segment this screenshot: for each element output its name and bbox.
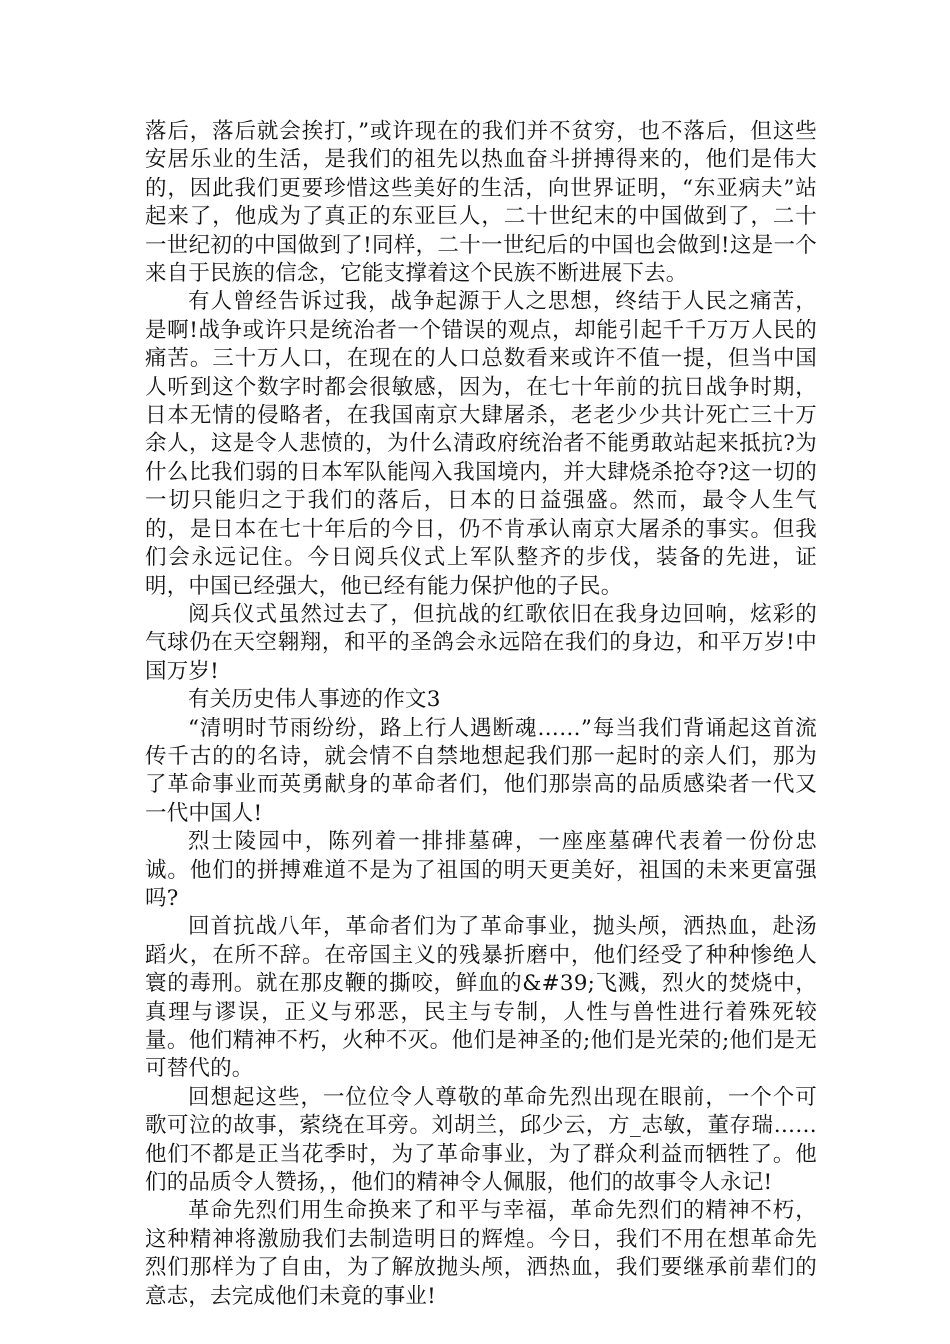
paragraph-3: 阅兵仪式虽然过去了，但抗战的红歌依旧在我身边回响，炫彩的气球仍在天空翱翔，和平的圣鸽会永远陪在我们的身边，和平万岁!中国万岁!: [145, 601, 817, 684]
document-body: [145, 118, 817, 1311]
paragraph-4: “清明时节雨纷纷，路上行人遇断魂……”每当我们背诵起这首流传千古的的名诗，就会情不自禁地想起我们那一起时的亲人们，那为了革命事业而英勇献身的革命者们，他们那崇高的品质感染者一代又一代中国人!: [145, 715, 817, 826]
paragraph-7: 回想起这些，一位位令人尊敬的革命先烈出现在眼前，一个个可歌可泣的故事，萦绕在耳旁。刘胡兰，邱少云，方_志敏，董存瑞……他们不都是正当花季时，为了革命事业，为了群众利益而牺牲了。他们的品质令人赞扬，，他们的精神令人佩服，他们的故事令人永记!: [145, 1084, 817, 1196]
paragraph-1: 落后，落后就会挨打，”或许现在的我们并不贫穷，也不落后，但这些安居乐业的生活，是我们的祖先以热血奋斗拼搏得来的，他们是伟大的，因此我们更要珍惜这些美好的生活，向世界证明，“东亚病夫”站起来了，他成为了真正的东亚巨人，二十世纪末的中国做到了，二十一世纪初的中国做到了!同样，二十一世纪后的中国也会做到!这是一个来自于民族的信念，它能支撑着这个民族不断进展下去。: [145, 119, 817, 287]
section-heading: 有关历史伟人事迹的作文3: [188, 687, 441, 713]
paragraph-6: 回首抗战八年，革命者们为了革命事业，抛头颅，洒热血，赴汤蹈火，在所不辞。在帝国主义的残暴折磨中，他们经受了种种惨绝人寰的毒刑。就在那皮鞭的撕咬，鲜血的&#39;飞溅，烈火的焚烧中，真理与谬误，正义与邪恶，民主与专制，人性与兽性进行着殊死较量。他们精神不朽，火种不灭。他们是神圣的;他们是光荣的;他们是无可替代的。: [145, 914, 817, 1082]
paragraph-2: 有人曾经告诉过我，战争起源于人之思想，终结于人民之痛苦，是啊!战争或许只是统治者一个错误的观点，却能引起千千万万人民的痛苦。三十万人口，在现在的人口总数看来或许不值一提，但当中国人听到这个数字时都会很敏感，因为，在七十年前的抗日战争时期，日本无情的侵略者，在我国南京大肆屠杀，老老少少共计死亡三十万余人，这是令人悲愤的，为什么清政府统治者不能勇敢站起来抵抗?为什么比我们弱的日本军队能闯入我国境内，并大肆烧杀抢夺?这一切的一切只能归之于我们的落后，日本的日益强盛。然而，最令人生气的，是日本在七十年后的今日，仍不肯承认南京大屠杀的事实。但我们会永远记住。今日阅兵仪式上军队整齐的步伐，装备的先进，证明，中国已经强大，他已经有能力保护他的子民。: [145, 289, 817, 599]
paragraph-8: 革命先烈们用生命换来了和平与幸福，革命先烈们的精神不朽，这种精神将激励我们去制造明日的辉煌。今日，我们不用在想革命先烈们那样为了自由，为了解放抛头颅，洒热血，我们要继承前辈们的意志，去完成他们未竟的事业!: [145, 1198, 817, 1309]
paragraph-5: 烈士陵园中，陈列着一排排墓碑，一座座墓碑代表着一份份忠诚。他们的拼搏难道不是为了祖国的明天更美好，祖国的未来更富强吗?: [145, 829, 817, 911]
